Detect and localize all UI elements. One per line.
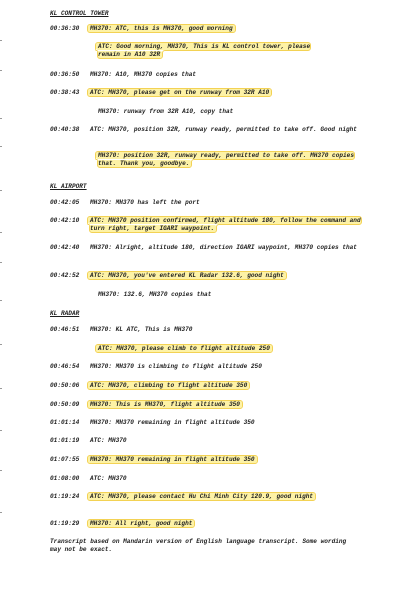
entry-time: 00:38:43 [50,89,80,96]
entry-text: ATC: MH370, please climb to flight altitude 250 [98,345,270,352]
entry-time: 00:36:50 [50,71,80,78]
entry-text: MH370: ATC, this is MH370, good morning [90,25,233,32]
entry-text: MH370: MH370 is climbing to flight altitude 250 [90,363,262,370]
entry-time: 00:50:09 [50,401,80,408]
entry-time: 01:19:24 [50,493,80,500]
entry-text: ATC: MH370, please contact Hu Chi Minh City 120.9, good night [90,493,314,500]
entry-text: MH370: KL ATC, This is MH370 [90,326,193,333]
entry-text: MH370: MH370 remaining in flight altitude 350 [90,456,255,463]
entry-time: 01:19:29 [50,520,80,527]
entry-text: MH370: 132.6, MH370 copies that [98,291,212,298]
entry-text: ATC: MH370, climbing to flight altitude 350 [90,382,248,389]
entry-text: ATC: Good morning, MH370, This is KL control tower, please remain in A10 32R [98,43,311,58]
entry-text: MH370: runway from 32R A10, copy that [98,108,234,115]
entry-time: 00:42:52 [50,272,80,279]
entry-time: 00:40:38 [50,126,80,133]
entry-text: ATC: MH370 position confirmed, flight altitude 180, follow the command and turn right, target IGARI waypoint. [90,217,361,232]
entry-text: MH370: This is MH370, flight altitude 350 [90,401,240,408]
entry-text: ATC: MH370, position 32R, runway ready, permitted to take off. Good night [90,126,357,133]
entry-text: ATC: MH370, please get on the runway from 32R A10 [90,89,270,96]
entry-text: MH370: MH370 has left the port [90,199,200,206]
section-heading-tower: KL CONTROL TOWER [50,10,109,17]
entry-text: ATC: MH370 [90,475,127,482]
entry-time: 01:08:00 [50,475,80,482]
page-edge-marks [0,0,4,600]
entry-time: 00:46:51 [50,326,80,333]
entry-time: 01:07:55 [50,456,80,463]
entry-text: ATC: MH370 [90,437,127,444]
entry-time: 00:42:05 [50,199,80,206]
section-heading-radar: KL RADAR [50,310,80,317]
entry-time: 00:46:54 [50,363,80,370]
entry-text: MH370: position 32R, runway ready, permitted to take off. MH370 copies that. Thank you, goodbye. [98,152,354,167]
entry-time: 00:36:30 [50,25,80,32]
entry-text: MH370: Alright, altitude 180, direction IGARI waypoint, MH370 copies that [90,244,357,251]
entry-time: 01:01:14 [50,419,80,426]
entry-time: 00:42:10 [50,217,80,224]
section-heading-airport: KL AIRPORT [50,183,87,190]
entry-text: ATC: MH370, you've entered KL Radar 132.6, good night [90,272,284,279]
entry-text: MH370: A10, MH370 copies that [90,71,197,78]
entry-time: 01:01:19 [50,437,80,444]
transcript-note: Transcript based on Mandarin version of English language transcript. Some wording may not be exact. [50,538,347,553]
entry-time: 00:50:06 [50,382,80,389]
entry-time: 00:42:40 [50,244,80,251]
entry-text: MH370: All right, good night [90,520,193,527]
entry-text: MH370: MH370 remaining in flight altitude 350 [90,419,255,426]
